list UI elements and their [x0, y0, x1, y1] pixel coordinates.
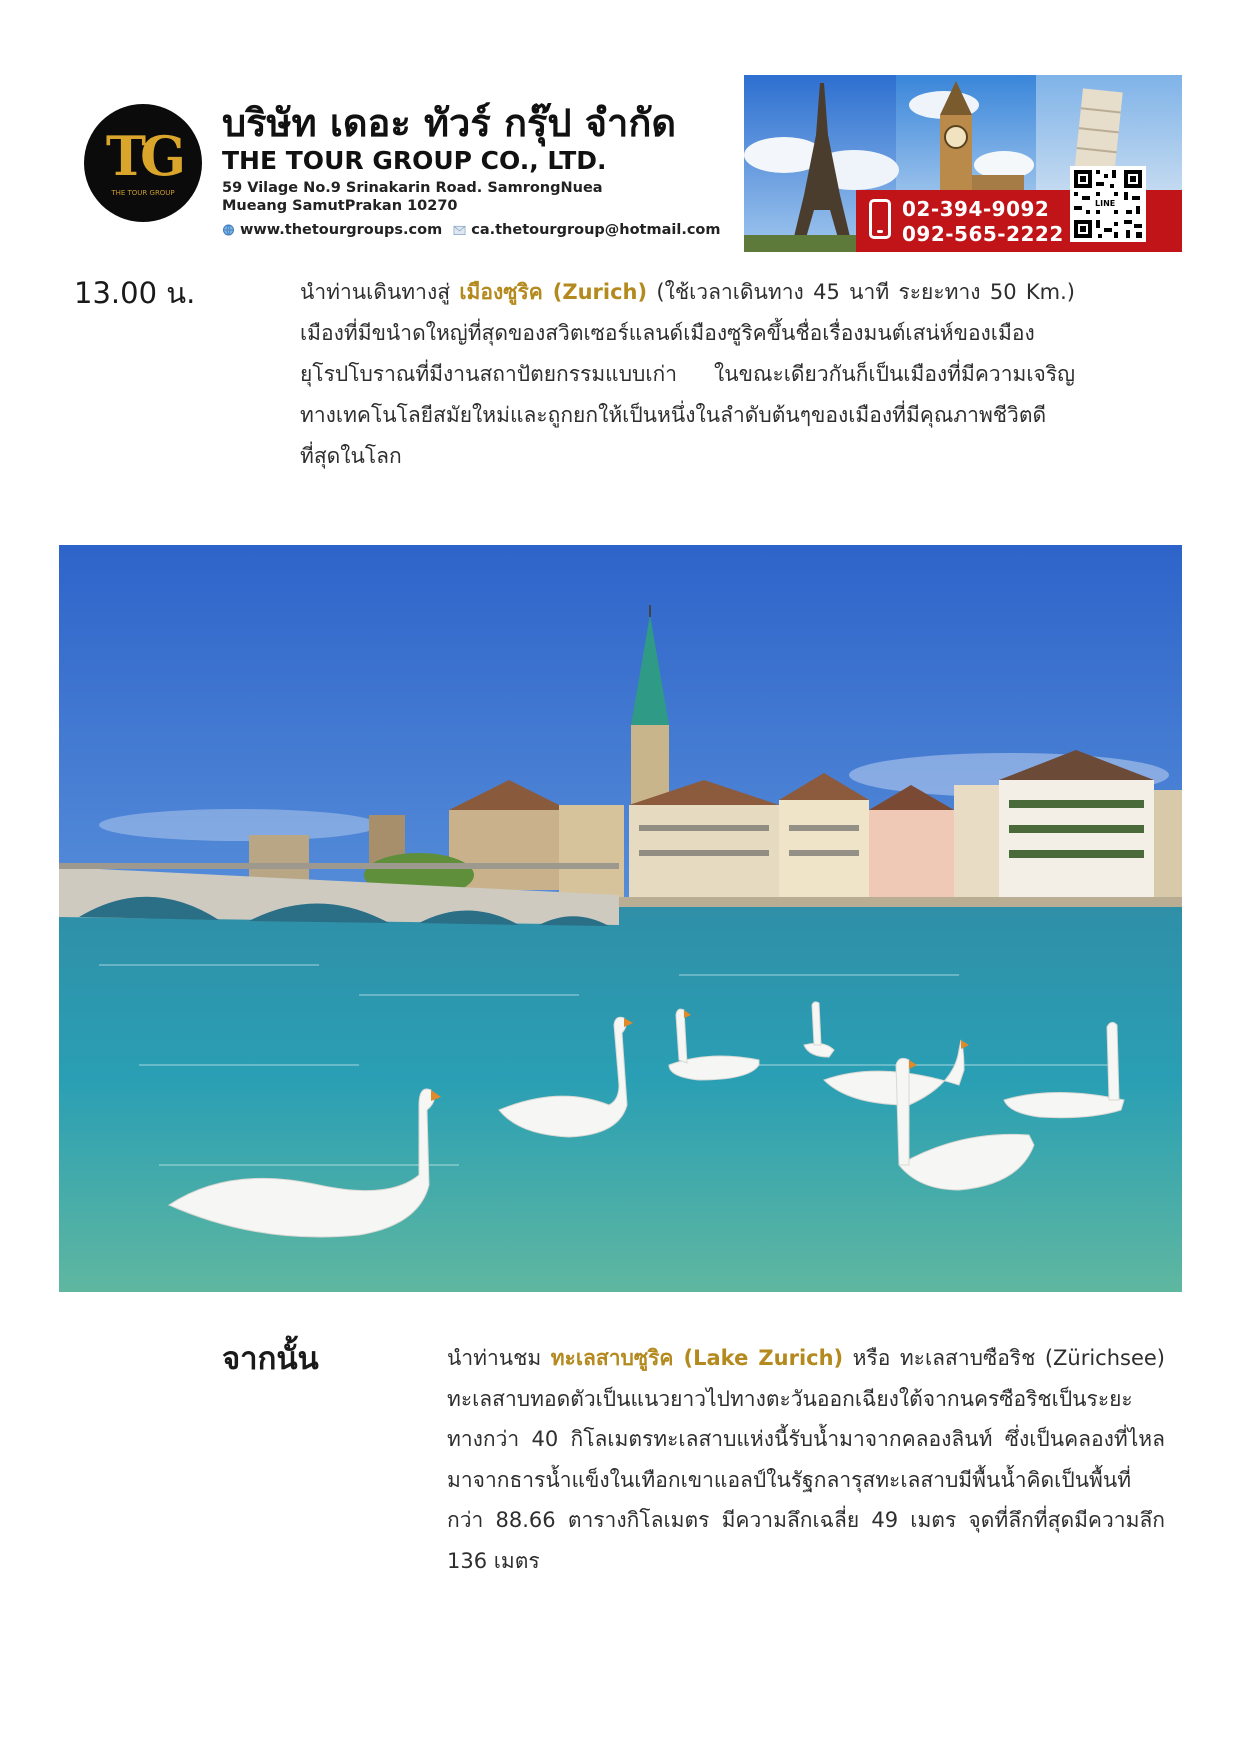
mail-icon: [453, 224, 466, 236]
email-link[interactable]: ca.thetourgroup@hotmail.com: [471, 222, 721, 238]
phone-number-1[interactable]: 02-394-9092: [902, 197, 1050, 221]
itinerary-description-lake-zurich: [447, 1338, 1165, 1581]
itinerary-description-zurich: [300, 272, 1075, 477]
phone-number-2[interactable]: 092-565-2222: [902, 222, 1064, 246]
desc-body: (ใช้เวลาเดินทาง 45 นาที ระยะทาง 50 Km.) เมืองที่มีขนำดใหญ่ที่สุดของสวิตเซอร์แลนด์เมืองซูริคขึ้นชื่อเรื่องมนต์เสน่ห์ของเมืองยุโรปโบราณที่มีงานสถาปัตยกรรมแบบเก่า ในขณะเดียวกันก็เป็นเมืองที่มีความเจริญทางเทคโนโลยีสมัยใหม่และถูกยกให้เป็นหนึ่งในลำดับต้นๆของเมืองที่มีคุณภาพชีวิตดีที่สุดในโลก: [300, 280, 1075, 468]
desc2-body: หรือ ทะเลสาบซือริช (Zürichsee) ทะเลสาบทอดตัวเป็นแนวยาวไปทางตะวันออกเฉียงใต้จากนครซือริชเป็นระยะทางกว่า 40 กิโลเมตรทะเลสาบแห่งนี้รับน้ำมาจากคลองลินท์ ซึ่งเป็นคลองที่ไหลมาจากธารน้ำแข็งในเทือกเขาแอลป์ในรัฐกลารุสทะเลสาบมีพื้นน้ำคิดเป็นพื้นที่กว่า 88.66 ตารางกิโลเมตร มีความลึกเฉลี่ย 49 เมตร จุดที่ลึกที่สุดมีความลึก 136 เมตร: [447, 1346, 1165, 1573]
logo-subtext: THE TOUR GROUP: [111, 189, 175, 197]
destination-highlight: เมืองซูริค (Zurich): [459, 280, 648, 304]
website-link[interactable]: www.thetourgroups.com: [240, 222, 443, 238]
desc-intro: นำท่านเดินทางสู่: [300, 280, 460, 304]
company-logo: [84, 104, 202, 222]
logo-monogram: TG: [105, 124, 181, 188]
contact-line: [222, 222, 721, 238]
company-name-th: บริษัท เดอะ ทัวร์ กรุ๊ป จำกัด: [222, 101, 677, 145]
itinerary-then-label: จากนั้น: [222, 1341, 319, 1377]
contact-banner: [744, 75, 1182, 252]
address-line1: 59 Vilage No.9 Srinakarin Road. SamrongNuea: [222, 180, 603, 196]
zurich-lake-photo: [59, 545, 1182, 1292]
lake-highlight: ทะเลสาบซูริค (Lake Zurich): [550, 1346, 844, 1370]
phone-icon: [869, 199, 891, 239]
desc2-intro: นำท่านชม: [447, 1346, 551, 1370]
itinerary-time: 13.00 น.: [74, 276, 196, 310]
globe-icon: [222, 224, 235, 236]
company-name-en: THE TOUR GROUP CO., LTD.: [222, 146, 607, 175]
qr-label: LINE: [1095, 199, 1116, 208]
address-line2: Mueang SamutPrakan 10270: [222, 198, 458, 214]
